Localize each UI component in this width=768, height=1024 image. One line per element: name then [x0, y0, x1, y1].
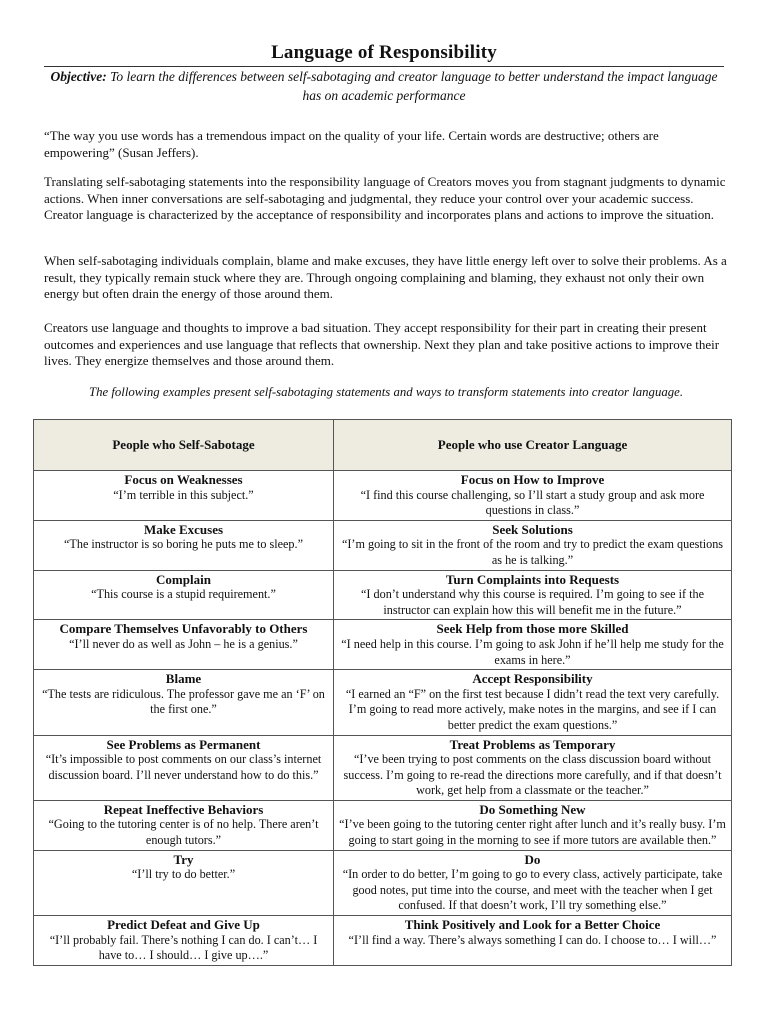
paragraph-creators: Creators use language and thoughts to improve a bad situation. They accept responsibility for their part in creating their present outcomes and experiences and use language that reflects that ownership. Next they plan and take positive actions to improve their lives. They energize themselves and those around them.	[44, 320, 720, 369]
self-sabotage-quote: “It’s impossible to post comments on our class’s internet discussion board. I’ll never understand how to do this.”	[45, 752, 322, 782]
paragraph-quote: “The way you use words has a tremendous impact on the quality of your life. Certain words are destructive; others are empowering” (Susan Jeffers).	[44, 128, 659, 160]
table-row	[34, 735, 732, 800]
self-sabotage-heading: Repeat Ineffective Behaviors	[103, 801, 264, 817]
table-intro: The following examples present self-sabotaging statements and ways to transform statements into creator language.	[88, 385, 684, 399]
self-sabotage-heading: See Problems as Permanent	[106, 736, 261, 752]
self-sabotage-cell	[34, 520, 334, 570]
self-sabotage-quote: “This course is a stupid requirement.”	[91, 587, 276, 602]
creator-quote: “I need help in this course. I’m going to ask John if he’ll help me study for the exams in here.”	[341, 636, 724, 667]
creator-cell	[334, 620, 732, 670]
creator-heading: Think Positively and Look for a Better Choice	[404, 917, 661, 933]
creator-cell	[334, 916, 732, 966]
creator-cell	[334, 800, 732, 850]
creator-quote: “In order to do better, I’m going to go to every class, actively participate, take good notes, put time into the course, and meet with the teacher when I get confused. If that doesn’t work, I’ll try something else.”	[342, 867, 723, 913]
self-sabotage-cell	[34, 471, 334, 521]
creator-quote: “I’ll find a way. There’s always something I can do. I choose to… I will…”	[348, 932, 717, 947]
creator-quote: “I’ve been trying to post comments on the class discussion board without success. I’m going to re-read the directions more carefully, and if that doesn’t work, get help from a classmate or the teacher.”	[343, 752, 722, 798]
table-row	[34, 520, 732, 570]
self-sabotage-heading: Compare Themselves Unfavorably to Others	[59, 621, 308, 637]
self-sabotage-cell	[34, 735, 334, 800]
comparison-table	[33, 419, 732, 966]
self-sabotage-heading: Predict Defeat and Give Up	[107, 917, 260, 933]
self-sabotage-cell	[34, 800, 334, 850]
self-sabotage-cell	[34, 850, 334, 915]
self-sabotage-quote: “I’m terrible in this subject.”	[113, 487, 254, 502]
self-sabotage-heading: Complain	[156, 571, 211, 587]
creator-quote: “I’m going to sit in the front of the room and try to predict the exam questions as he is talking.”	[341, 537, 724, 567]
table-row	[34, 850, 732, 915]
creator-cell	[334, 471, 732, 521]
paragraph-self-sabotaging: When self-sabotaging individuals complain, blame and make excuses, they have little energy left over to solve their problems. As a result, they typically remain stuck where they are. Through ongoing complaining and blaming, they exhaust not only their own energy but often drain the energy of those around them.	[44, 253, 727, 302]
creator-cell	[334, 520, 732, 570]
table-row	[34, 800, 732, 850]
creator-cell	[334, 670, 732, 735]
paragraph-translating: Translating self-sabotaging statements into the responsibility language of Creators moves you from stagnant judgments to dynamic actions. When inner conversations are self-sabotaging and judgmental, they reduce your control over your academic success. Creator language is characterized by the acceptance of responsibility and incorporates plans and actions to improve the situation.	[44, 174, 726, 223]
creator-quote: “I earned an “F” on the first test because I didn’t read the text very carefully. I’m going to read more actively, make notes in the margins, and see if I can better predict the exam questions.”	[345, 686, 720, 732]
self-sabotage-quote: “The instructor is so boring he puts me to sleep.”	[64, 537, 303, 552]
objective-label: Objective:	[50, 69, 107, 84]
self-sabotage-quote: “I’ll never do as well as John – he is a genius.”	[69, 636, 298, 651]
table-row	[34, 620, 732, 670]
creator-cell	[334, 735, 732, 800]
objective	[44, 67, 724, 105]
table-header-row	[34, 420, 732, 471]
self-sabotage-quote: “The tests are ridiculous. The professor gave me an ‘F’ on the first one.”	[42, 686, 325, 717]
self-sabotage-cell	[34, 670, 334, 735]
creator-cell	[334, 850, 732, 915]
header-self-sabotage: People who Self-Sabotage	[34, 420, 334, 471]
self-sabotage-quote: “Going to the tutoring center is of no help. There aren’t enough tutors.”	[48, 817, 319, 848]
creator-quote: “I don’t understand why this course is required. I’m going to see if the instructor can explain how this will benefit me in the future.”	[361, 587, 704, 617]
self-sabotage-heading: Blame	[165, 671, 202, 687]
self-sabotage-cell	[34, 570, 334, 620]
objective-text: To learn the differences between self-sabotaging and creator language to better understand the impact language has on academic performance	[110, 69, 718, 103]
self-sabotage-cell	[34, 620, 334, 670]
table-row	[34, 670, 732, 735]
creator-heading: Seek Help from those more Skilled	[436, 621, 629, 637]
creator-quote: “I find this course challenging, so I’ll start a study group and ask more questions in class.”	[360, 487, 705, 518]
creator-heading: Accept Responsibility	[472, 671, 593, 687]
self-sabotage-quote: “I’ll try to do better.”	[131, 867, 236, 882]
creator-cell	[334, 570, 732, 620]
table-row	[34, 570, 732, 620]
creator-heading: Treat Problems as Temporary	[449, 736, 616, 752]
table-row	[34, 471, 732, 521]
creator-heading: Turn Complaints into Requests	[445, 571, 620, 587]
header-creator-language: People who use Creator Language	[334, 420, 732, 471]
self-sabotage-heading: Focus on Weaknesses	[124, 472, 243, 487]
self-sabotage-cell	[34, 916, 334, 966]
creator-heading: Do Something New	[479, 801, 586, 817]
creator-heading: Seek Solutions	[492, 521, 573, 537]
creator-heading: Focus on How to Improve	[460, 472, 605, 487]
page-title: Language of Responsibility	[271, 42, 497, 63]
self-sabotage-heading: Make Excuses	[143, 521, 224, 537]
creator-heading: Do	[524, 851, 541, 867]
creator-quote: “I’ve been going to the tutoring center right after lunch and it’s really busy. I’m going to start going in the morning to see if more tutors are available then.”	[339, 817, 726, 848]
self-sabotage-quote: “I’ll probably fail. There’s nothing I can do. I can’t… I have to… I should… I give up….”	[49, 932, 318, 963]
table-row	[34, 916, 732, 966]
self-sabotage-heading: Try	[173, 851, 194, 867]
